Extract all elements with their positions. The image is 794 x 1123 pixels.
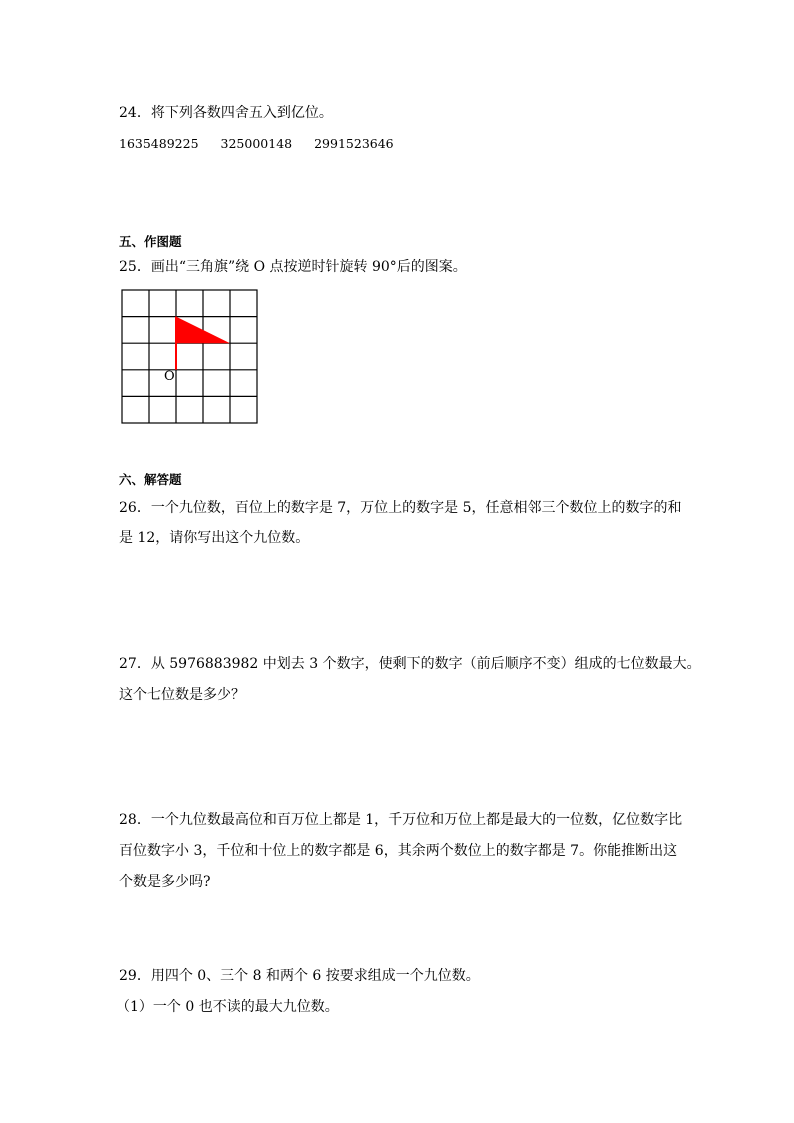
grid-lines bbox=[122, 290, 257, 423]
rotation-grid bbox=[121, 289, 259, 425]
number-1: 1635489225 bbox=[119, 136, 199, 151]
q24-title: 24．将下列各数四舍五入到亿位。 bbox=[119, 105, 333, 121]
origin-label: O bbox=[164, 369, 175, 384]
q26-line1: 26．一个九位数，百位上的数字是 7，万位上的数字是 5，任意相邻三个数位上的数字的和 bbox=[119, 500, 682, 516]
q27-line1: 27．从 5976883982 中划去 3 个数字，使剩下的数字（前后顺序不变）组成的七位数最大。 bbox=[119, 656, 701, 672]
q29-sub1: （1）一个 0 也不读的最大九位数。 bbox=[116, 999, 339, 1015]
q28-line1: 28．一个九位数最高位和百万位上都是 1，千万位和万位上都是最大的一位数，亿位数字比 bbox=[119, 812, 683, 828]
q26-line2: 是 12，请你写出这个九位数。 bbox=[119, 530, 310, 546]
q29-title: 29．用四个 0、三个 8 和两个 6 按要求组成一个九位数。 bbox=[119, 968, 480, 984]
number-2: 325000148 bbox=[220, 136, 293, 151]
section-6-heading: 六、解答题 bbox=[119, 472, 182, 487]
number-3: 2991523646 bbox=[314, 136, 394, 151]
section-5-heading: 五、作图题 bbox=[119, 234, 182, 249]
q28-line3: 个数是多少吗? bbox=[119, 874, 211, 890]
q24-numbers bbox=[119, 134, 416, 154]
q28-line2: 百位数字小 3，千位和十位上的数字都是 6，其余两个数位上的数字都是 7。你能推断出这 bbox=[119, 843, 678, 859]
q27-line2: 这个七位数是多少？ bbox=[119, 687, 245, 703]
q25-title: 25．画出“三角旗”绕 O 点按逆时针旋转 90°后的图案。 bbox=[119, 259, 467, 275]
